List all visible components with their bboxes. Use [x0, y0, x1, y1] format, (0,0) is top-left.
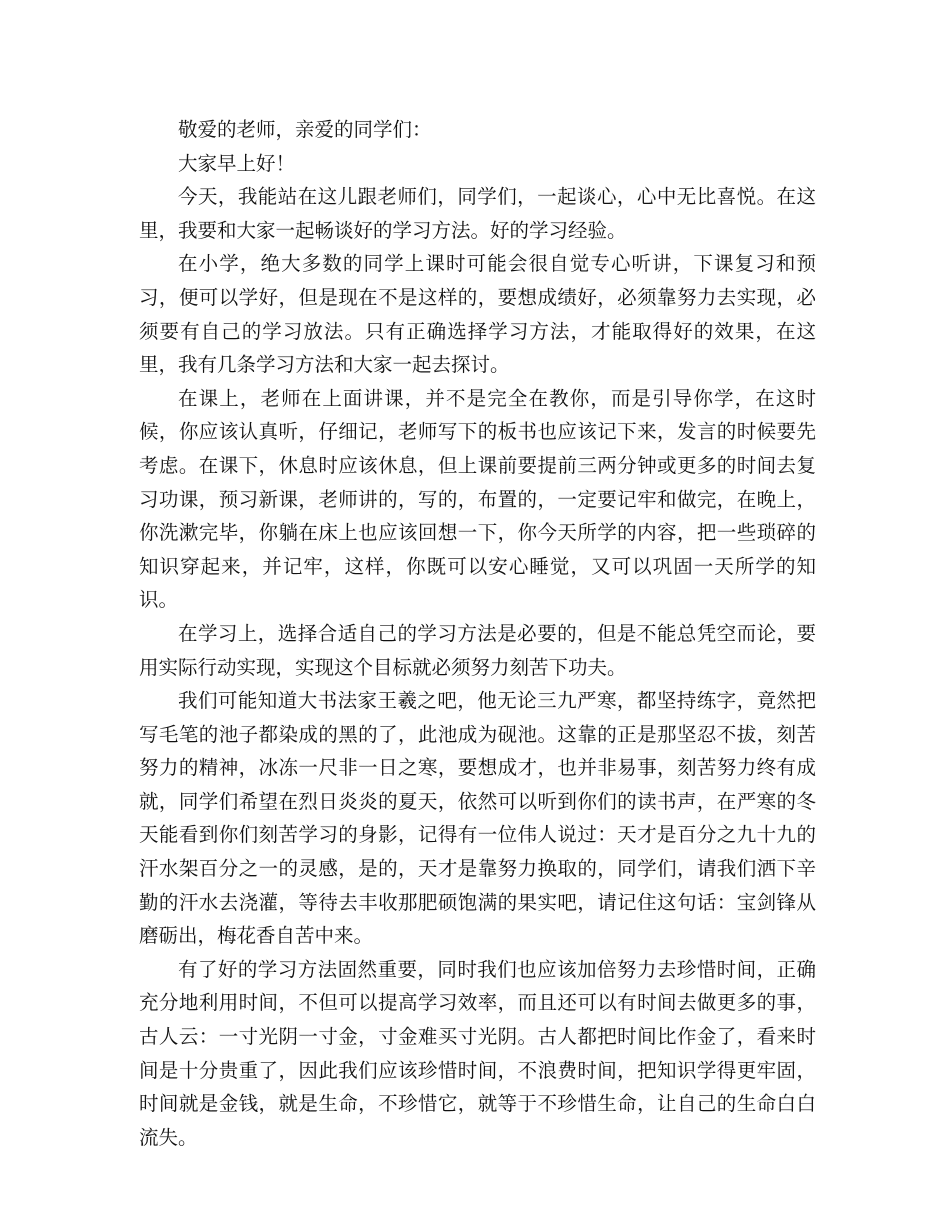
salutation: 敬爱的老师，亲爱的同学们： — [178, 118, 432, 141]
paragraph-wang-xizhi: 我们可能知道大书法家王羲之吧，他无论三九严寒，都坚持练字，竟然把写毛笔的池子都染成的黑的了，此池成为砚池。这靠的正是那坚忍不拔，刻苦努力的精神，冰冻一尺非一日之寒，要想成才，也并非易事，刻苦努力终有成就，同学们希望在烈日炎炎的夏天，依然可以听到你们的读书声，在严寒的冬天能看到你们刻苦学习的身影，记得有一位伟人说过：天才是百分之九十九的汗水架百分之一的灵感，是的，天才是靠努力换取的，同学们，请我们洒下辛勤的汗水去浇灌，等待去丰收那肥硕饱满的果实吧，请记住这句话：宝剑锋从磨砺出，梅花香自苦中来。 — [139, 689, 816, 948]
document-body — [139, 113, 816, 1154]
paragraph-study-method: 在学习上，选择合适自己的学习方法是必要的，但是不能总凭空而论，要用实际行动实现，实现这个目标就必须努力刻苦下功夫。 — [139, 621, 816, 679]
paragraph-in-class: 在课上，老师在上面讲课，并不是完全在教你，而是引导你学，在这时候，你应该认真听，仔细记，老师写下的板书也应该记下来，发言的时候要先考虑。在课下，休息时应该休息，但上课前要提前三两分钟或更多的时间去复习功课，预习新课，老师讲的，写的，布置的，一定要记牢和做完，在晚上，你洗漱完毕，你躺在床上也应该回想一下，你今天所学的内容，把一些琐碎的知识穿起来，并记牢，这样，你既可以安心睡觉，又可以巩固一天所学的知识。 — [139, 386, 816, 612]
paragraph-cherish-time: 有了好的学习方法固然重要，同时我们也应该加倍努力去珍惜时间，正确充分地利用时间，不但可以提高学习效率，而且还可以有时间去做更多的事，古人云：一寸光阴一寸金，寸金难买寸光阴。古人都把时间比作金了，看来时间是十分贵重了，因此我们应该珍惜时间，不浪费时间，把知识学得更牢固，时间就是金钱，就是生命，不珍惜它，就等于不珍惜生命，让自己的生命白白流失。 — [139, 957, 816, 1149]
paragraph-primary-school: 在小学，绝大多数的同学上课时可能会很自觉专心听讲，下课复习和预习，便可以学好，但是现在不是这样的，要想成绩好，必须靠努力去实现，必须要有自己的学习放法。只有正确选择学习方法，才能取得好的效果，在这里，我有几条学习方法和大家一起去探讨。 — [139, 252, 816, 377]
greeting: 大家早上好！ — [178, 151, 296, 175]
paragraph-intro: 今天，我能站在这儿跟老师们，同学们，一起谈心，心中无比喜悦。在这里，我要和大家一起畅谈好的学习方法。好的学习经验。 — [139, 185, 816, 242]
